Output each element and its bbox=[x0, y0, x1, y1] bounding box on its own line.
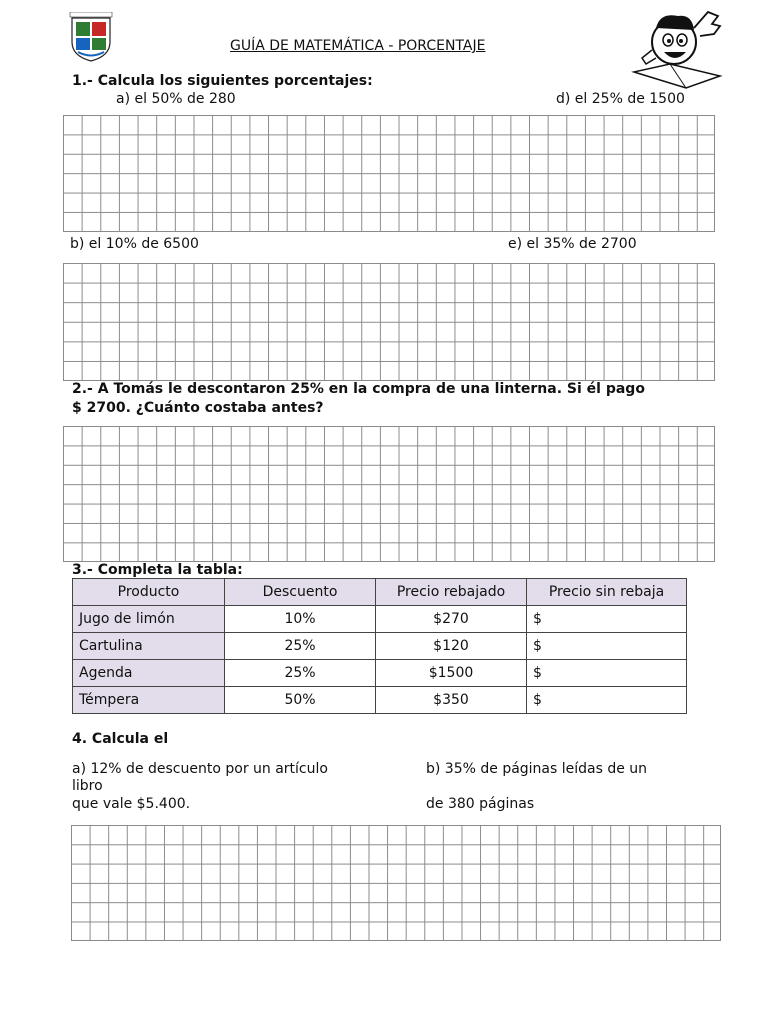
column-header-precio-sin-rebaja: Precio sin rebaja bbox=[527, 579, 687, 606]
cell-product: Témpera bbox=[73, 687, 225, 714]
q1-heading: 1.- Calcula los siguientes porcentajes: bbox=[72, 73, 373, 89]
cell-reduced-price: $270 bbox=[376, 606, 527, 633]
cell-full-price[interactable]: $ bbox=[527, 687, 687, 714]
table-row bbox=[73, 606, 687, 633]
cell-reduced-price: $120 bbox=[376, 633, 527, 660]
cell-product: Cartulina bbox=[73, 633, 225, 660]
table-row bbox=[73, 687, 687, 714]
cell-full-price[interactable]: $ bbox=[527, 660, 687, 687]
q4-a-line2: libro bbox=[72, 778, 103, 794]
cell-discount: 25% bbox=[225, 660, 376, 687]
answer-grid-4[interactable] bbox=[71, 825, 721, 941]
school-crest-icon bbox=[68, 12, 114, 62]
cell-discount: 25% bbox=[225, 633, 376, 660]
cell-reduced-price: $1500 bbox=[376, 660, 527, 687]
cell-discount: 50% bbox=[225, 687, 376, 714]
answer-grid-2[interactable] bbox=[63, 263, 715, 381]
table-row bbox=[73, 660, 687, 687]
q1-item-d: d) el 25% de 1500 bbox=[556, 91, 685, 107]
cell-reduced-price: $350 bbox=[376, 687, 527, 714]
column-header-descuento: Descuento bbox=[225, 579, 376, 606]
cell-product: Jugo de limón bbox=[73, 606, 225, 633]
page-title: GUÍA DE MATEMÁTICA - PORCENTAJE bbox=[230, 38, 486, 54]
q4-b-line1: b) 35% de páginas leídas de un bbox=[426, 761, 648, 777]
answer-grid-1[interactable] bbox=[63, 115, 715, 232]
table-header-row bbox=[73, 579, 687, 606]
table-row bbox=[73, 633, 687, 660]
price-table bbox=[72, 578, 687, 714]
cell-full-price[interactable]: $ bbox=[527, 606, 687, 633]
column-header-precio-rebajado: Precio rebajado bbox=[376, 579, 527, 606]
cell-full-price[interactable]: $ bbox=[527, 633, 687, 660]
q1-item-a: a) el 50% de 280 bbox=[116, 91, 236, 107]
q4-heading: 4. Calcula el bbox=[72, 731, 169, 747]
answer-grid-3[interactable] bbox=[63, 426, 715, 562]
q1-item-b: b) el 10% de 6500 bbox=[70, 236, 199, 252]
cell-discount: 10% bbox=[225, 606, 376, 633]
q2-line1: 2.- A Tomás le descontaron 25% en la compra de una linterna. Si él pago bbox=[72, 381, 645, 397]
q2-line2: $ 2700. ¿Cuánto costaba antes? bbox=[72, 400, 324, 416]
cell-product: Agenda bbox=[73, 660, 225, 687]
column-header-producto: Producto bbox=[73, 579, 225, 606]
q3-heading: 3.- Completa la tabla: bbox=[72, 562, 243, 578]
q1-item-e: e) el 35% de 2700 bbox=[508, 236, 637, 252]
q4-a-line1: a) 12% de descuento por un artículo bbox=[72, 761, 328, 777]
q4-a-line3: que vale $5.400. bbox=[72, 796, 191, 812]
q4-b-line2: de 380 páginas bbox=[426, 796, 535, 812]
cartoon-mascot-icon bbox=[630, 6, 726, 92]
